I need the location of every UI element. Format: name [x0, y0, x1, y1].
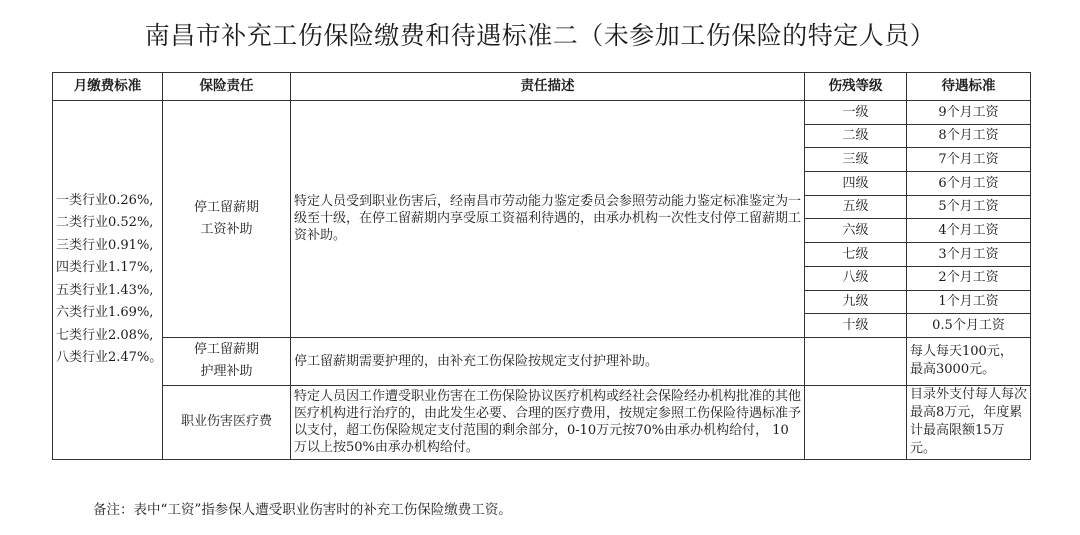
level-cell: 二级 — [805, 124, 907, 148]
rate-line: 四类行业1.17%, — [56, 260, 154, 276]
benefit-cell: 5个月工资 — [907, 195, 1031, 219]
level-empty — [805, 337, 907, 385]
table-row — [53, 385, 1031, 459]
level-cell: 七级 — [805, 243, 907, 267]
header-duty: 保险责任 — [163, 73, 291, 101]
level-cell: 四级 — [805, 172, 907, 196]
table-header-row — [53, 73, 1031, 101]
rate-line: 五类行业1.43%, — [56, 282, 154, 298]
level-cell: 一级 — [805, 101, 907, 125]
benefit-cell: 9个月工资 — [907, 101, 1031, 125]
benefit-cell: 7个月工资 — [907, 148, 1031, 172]
duty-line: 停工留薪期 — [193, 199, 259, 215]
page-title: 南昌市补充工伤保险缴费和待遇标准二（未参加工伤保险的特定人员） — [144, 21, 936, 50]
std-line: 最高3000元。 — [910, 362, 996, 378]
benefit-cell: 0.5个月工资 — [907, 314, 1031, 338]
rate-line: 二类行业0.52%, — [56, 215, 154, 231]
duty-line: 护理补助 — [200, 364, 253, 380]
desc-nursing: 停工留薪期需要护理的，由补充工伤保险按规定支付护理补助。 — [291, 337, 805, 385]
std-medical: 目录外支付每人每次最高8万元，年度累计最高限额15万元。 — [907, 385, 1031, 459]
rate-line: 六类行业1.69%, — [56, 305, 154, 321]
desc-medical: 特定人员因工作遭受职业伤害在工伤保险协议医疗机构或经社会保险经办机构批准的其他医疗机构进行治疗的，由此发生必要、合理的医疗费用，按规定参照工伤保险待遇标准予以支付，超工伤保险规定支付范围的剩余部分，0-10万元按70%由承办机构给付， 10万以上按50%由承办机构给付。 — [291, 385, 805, 459]
level-empty — [805, 385, 907, 459]
table-row — [53, 101, 1031, 125]
duty-medical: 职业伤害医疗费 — [163, 385, 291, 459]
benefit-cell: 8个月工资 — [907, 124, 1031, 148]
rate-cell — [53, 101, 163, 460]
table-row — [53, 337, 1031, 385]
level-cell: 九级 — [805, 290, 907, 314]
benefit-cell: 3个月工资 — [907, 243, 1031, 267]
level-cell: 三级 — [805, 148, 907, 172]
rate-line: 七类行业2.08%, — [56, 327, 154, 343]
rate-line: 三类行业0.91%, — [56, 237, 154, 253]
benefit-cell: 4个月工资 — [907, 219, 1031, 243]
rate-line: 八类行业2.47%。 — [56, 350, 163, 366]
benefit-cell: 2个月工资 — [907, 266, 1031, 290]
footnote: 备注：表中“工资”指参保人遭受职业伤害时的补充工伤保险缴费工资。 — [93, 502, 512, 518]
benefit-cell: 6个月工资 — [907, 172, 1031, 196]
duty-line: 工资补助 — [200, 221, 253, 237]
header-benefit: 待遇标准 — [907, 73, 1031, 101]
std-nursing — [907, 337, 1031, 385]
std-line: 每人每天100元， — [910, 344, 1013, 360]
desc-wage-subsidy: 特定人员受到职业伤害后，经南昌市劳动能力鉴定委员会参照劳动能力鉴定标准鉴定为一级至十级，在停工留薪期内享受原工资福利待遇的，由承办机构一次性支付停工留薪期工资补助。 — [291, 101, 805, 338]
level-cell: 六级 — [805, 219, 907, 243]
header-desc: 责任描述 — [291, 73, 805, 101]
level-cell: 八级 — [805, 266, 907, 290]
duty-wage-subsidy — [163, 101, 291, 338]
level-cell: 五级 — [805, 195, 907, 219]
rate-line: 一类行业0.26%, — [56, 192, 154, 208]
level-cell: 十级 — [805, 314, 907, 338]
duty-line: 停工留薪期 — [193, 342, 259, 358]
duty-nursing — [163, 337, 291, 385]
header-level: 伤残等级 — [805, 73, 907, 101]
standards-table — [52, 72, 1031, 460]
benefit-cell: 1个月工资 — [907, 290, 1031, 314]
header-rate: 月缴费标准 — [53, 73, 163, 101]
